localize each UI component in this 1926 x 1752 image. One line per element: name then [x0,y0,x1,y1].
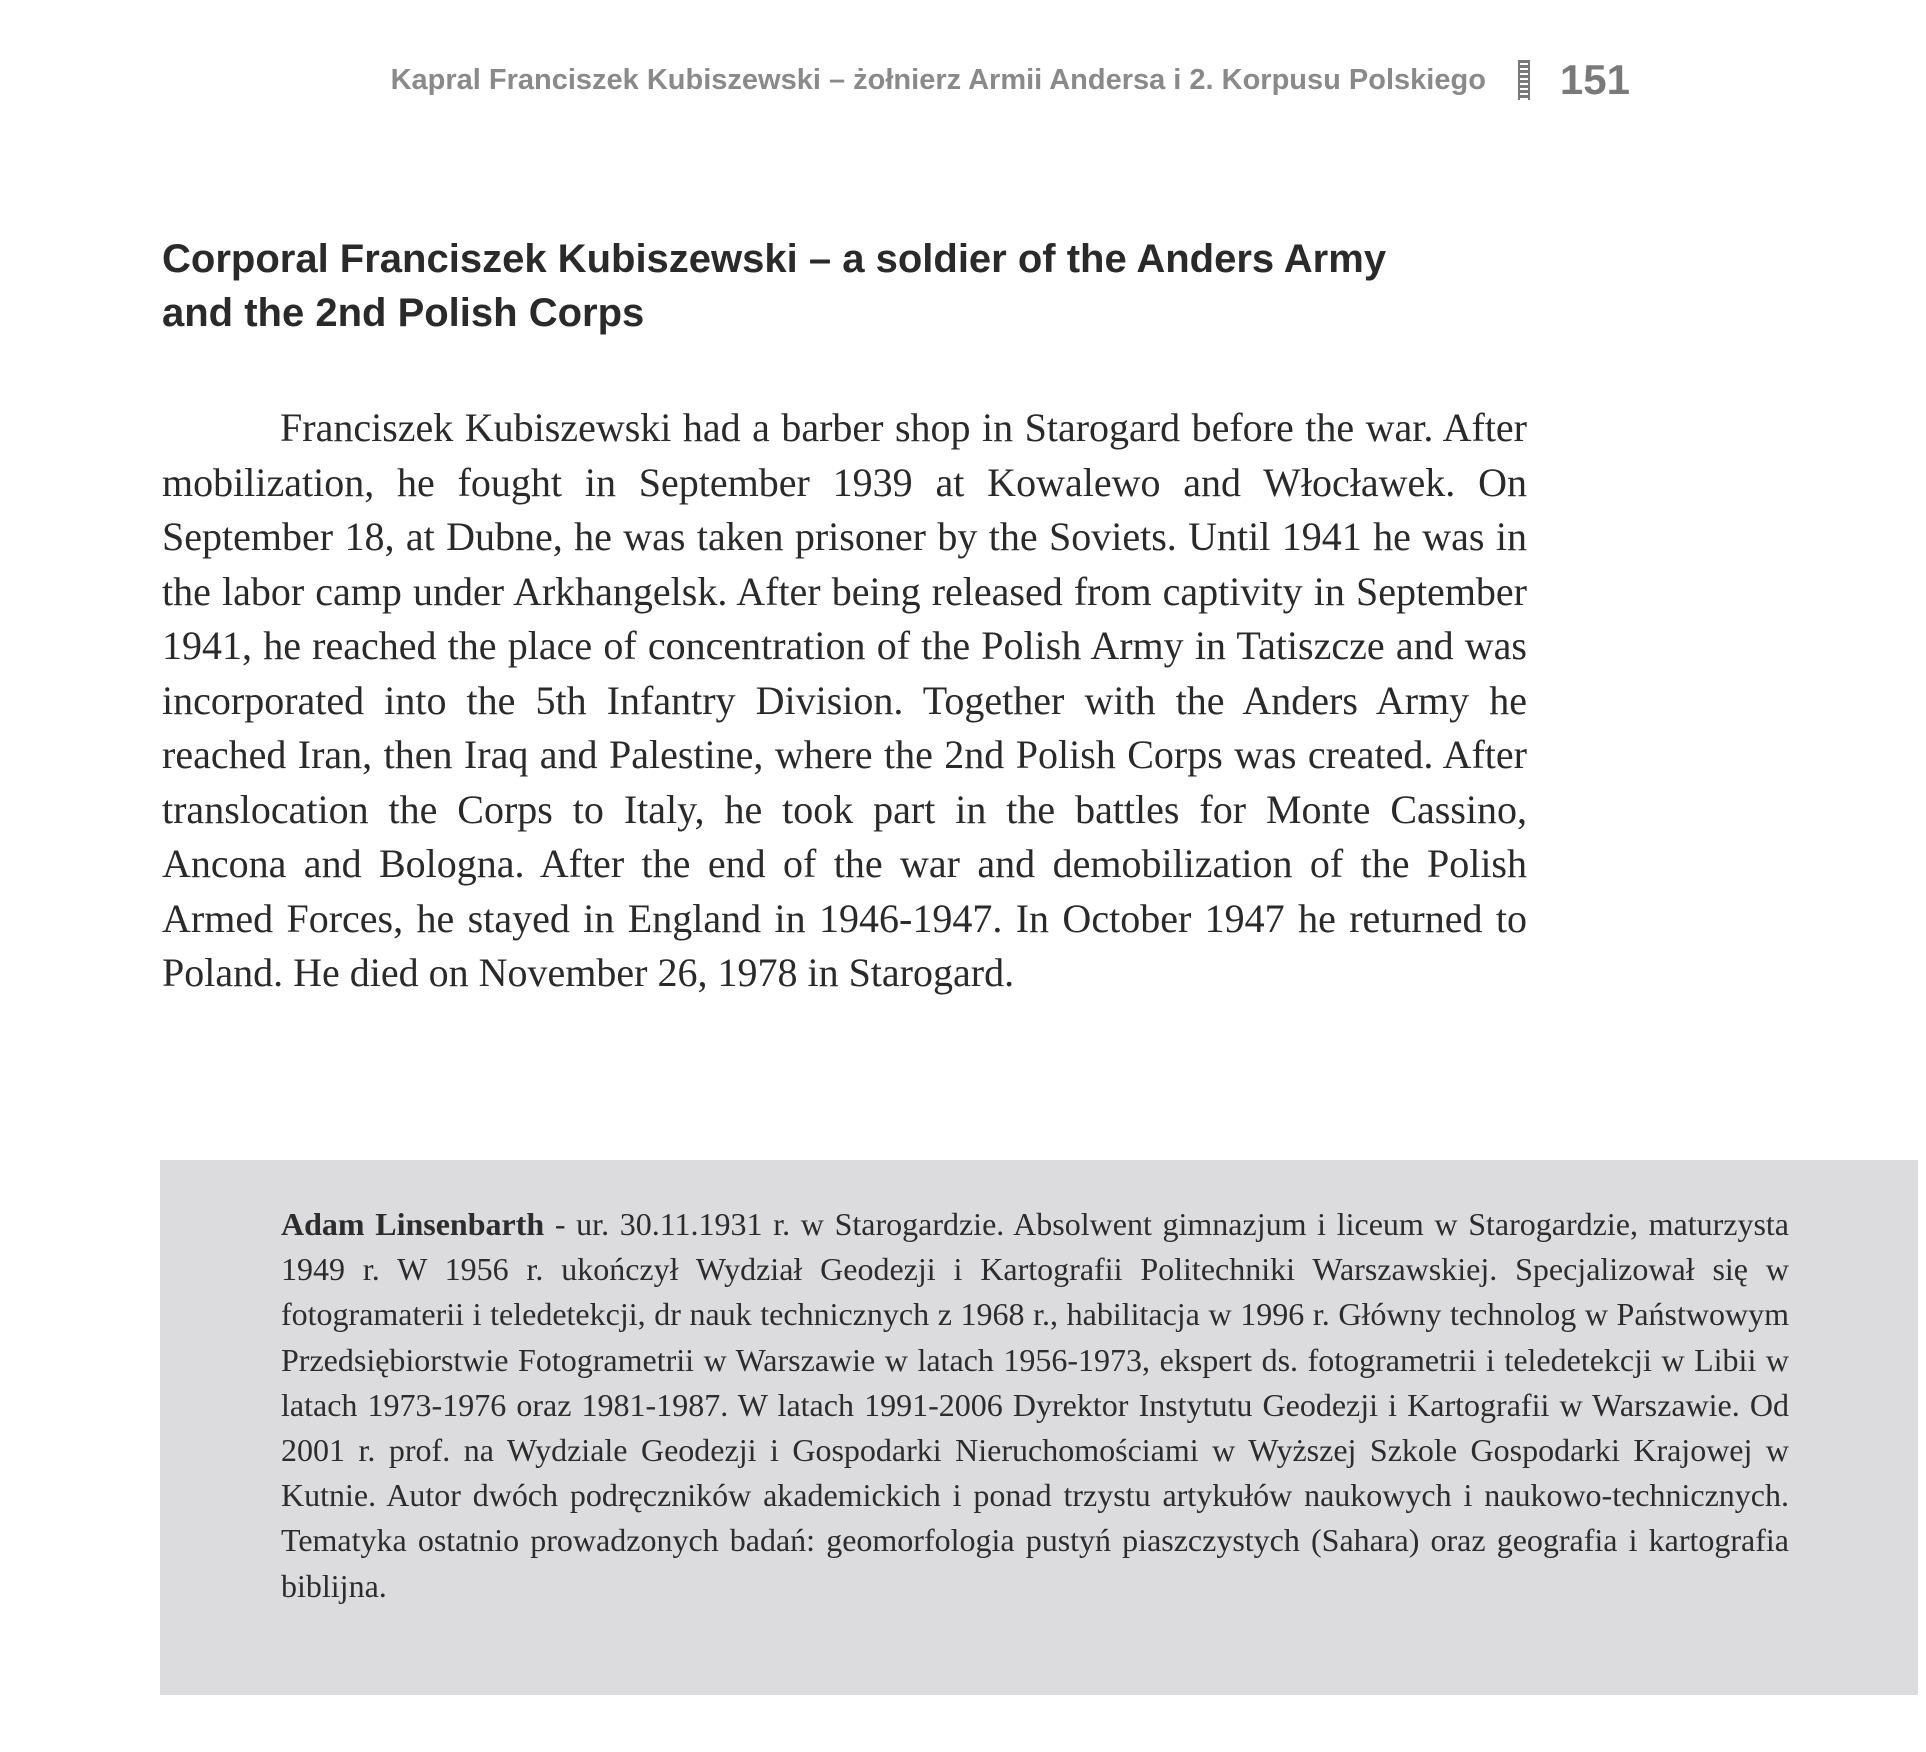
page-divider-mark [1518,60,1530,100]
page-number: 151 [1559,56,1630,103]
article-heading: Corporal Franciszek Kubiszewski – a soldier of the Anders Army and the 2nd Polish Corps [162,237,1387,335]
running-head [0,55,1630,105]
author-name: Adam Linsenbarth [281,1206,545,1242]
running-head-title: Kapral Franciszek Kubiszewski – żołnierz Armii Andersa i 2. Korpusu Polskiego [390,63,1486,96]
article-body: Franciszek Kubiszewski had a barber shop in Starogard before the war. After mobilization, he fought in September 1939 at Kowalewo and Włocławek. On September 18, at Dubne, he was taken prisoner by the Soviets. Until 1941 he was in the labor camp under Arkhangelsk. After being released from captivity in September 1941, he reached the place of concentration of the Polish Army in Tatiszcze and was incorporated into the 5th Infantry Division. Together with the Anders Army he reached Iran, then Iraq and Palestine, where the 2nd Polish Corps was created. After translocation the Corps to Italy, he took part in the battles for Monte Cassino, Ancona and Bologna. After the end of the war and demobilization of the Polish Armed Forces, he stayed in England in 1946-1947. In October 1947 he returned to Poland. He died on November 26, 1978 in Starogard. [162,405,1527,995]
author-bio-box [160,1160,1918,1695]
author-bio-paragraph [281,1202,1789,1609]
author-bio-text: - ur. 30.11.1931 r. w Starogardzie. Absolwent gimnazjum i liceum w Starogardzie, maturzysta 1949 r. W 1956 r. ukończył Wydział Geodezji i Kartografii Politechniki Warszawskiej. Specjalizował się w fotogramaterii i teledetekcji, dr nauk technicznych z 1968 r., habilitacja w 1996 r. Główny technolog w Państwowym Przedsiębiorstwie Fotogrametrii w Warszawie w latach 1956-1973, ekspert ds. fotogrametrii i teledetekcji w Libii w latach 1973-1976 oraz 1981-1987. W latach 1991-2006 Dyrektor Instytutu Geodezji i Kartografii w Warszawie. Od 2001 r. prof. na Wydziale Geodezji i Gospodarki Nieruchomościami w Wyższej Szkole Gospodarki Krajowej w Kutnie. Autor dwóch podręczników akademickich i ponad trzystu artykułów naukowych i naukowo-technicznych. Tematyka ostatnio prowadzonych badań: geomorfologia pustyń piaszczystych (Sahara) oraz geografia i kartografia biblijna. [281,1206,1789,1604]
